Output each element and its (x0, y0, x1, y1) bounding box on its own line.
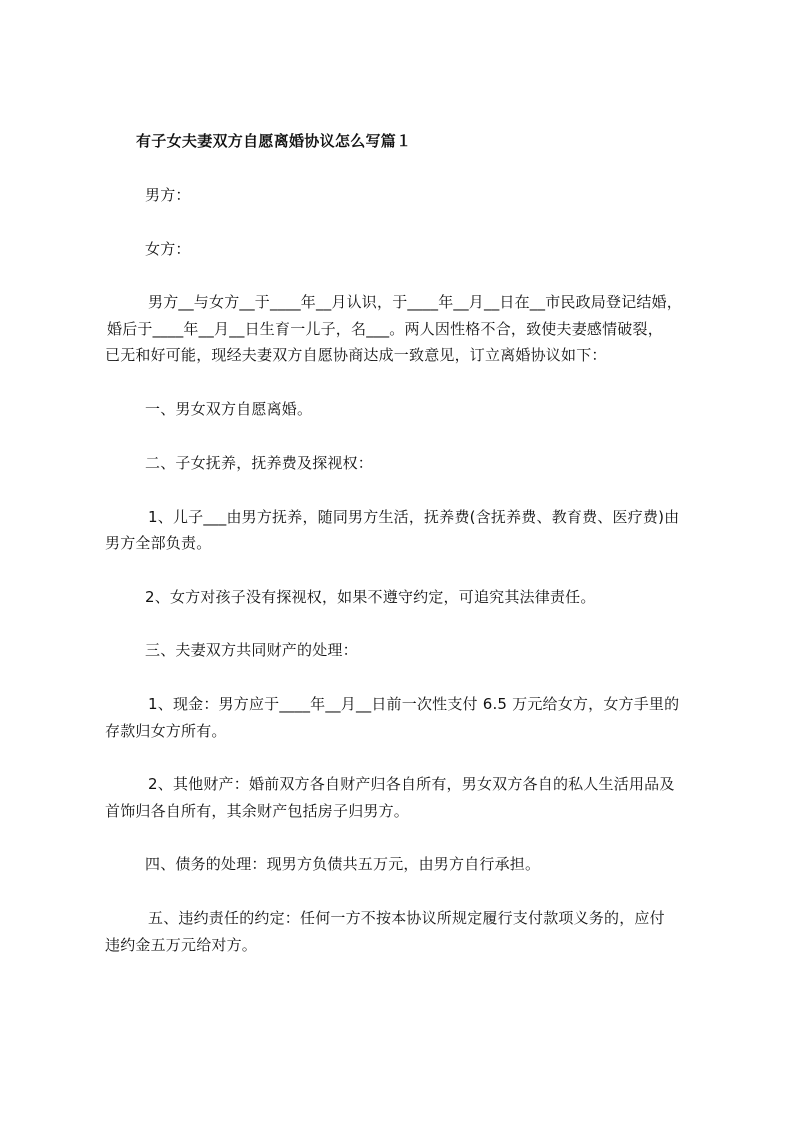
intro-line-1: 男方__与女方__于____年__月认识，于____年__月__日在__市民政局登记结婚， (148, 293, 683, 311)
intro-line-2: 婚后于____年__月__日生育一儿子，名___。两人因性格不合，致使夫妻感情破裂， (107, 320, 663, 338)
clause-3-1-line-2: 存款归女方所有。 (105, 722, 227, 740)
clause-5-line-1: 五、违约责任的约定：任何一方不按本协议所规定履行支付款项义务的，应付 (148, 909, 665, 927)
clause-4: 四、债务的处理：现男方负债共五万元，由男方自行承担。 (145, 855, 541, 873)
clause-3-2-line-2: 首饰归各自所有，其余财产包括房子归男方。 (105, 802, 410, 820)
clause-3-2-line-1: 2、其他财产：婚前双方各自财产归各自所有，男女双方各自的私人生活用品及 (148, 775, 675, 793)
male-party-label: 男方： (145, 186, 191, 204)
clause-2-1-line-2: 男方全部负责。 (105, 534, 212, 552)
clause-1: 一、男女双方自愿离婚。 (145, 400, 313, 418)
clause-3-1-line-1: 1、现金：男方应于____年__月__日前一次性支付 6.5 万元给女方，女方手里的 (148, 695, 680, 713)
document-title: 有子女夫妻双方自愿离婚协议怎么写篇１ (136, 132, 412, 150)
intro-line-3: 已无和好可能，现经夫妻双方自愿协商达成一致意见，订立离婚协议如下： (105, 346, 607, 364)
clause-2-2: 2、女方对孩子没有探视权，如果不遵守约定，可追究其法律责任。 (145, 588, 596, 606)
clause-2-1-line-1: 1、儿子___由男方抚养，随同男方生活，抚养费(含抚养费、教育费、医疗费)由 (148, 508, 680, 526)
clause-2-heading: 二、子女抚养，抚养费及探视权： (145, 454, 374, 472)
clause-3-heading: 三、夫妻双方共同财产的处理： (145, 641, 358, 659)
female-party-label: 女方： (145, 240, 191, 258)
clause-5-line-2: 违约金五万元给对方。 (105, 936, 258, 954)
